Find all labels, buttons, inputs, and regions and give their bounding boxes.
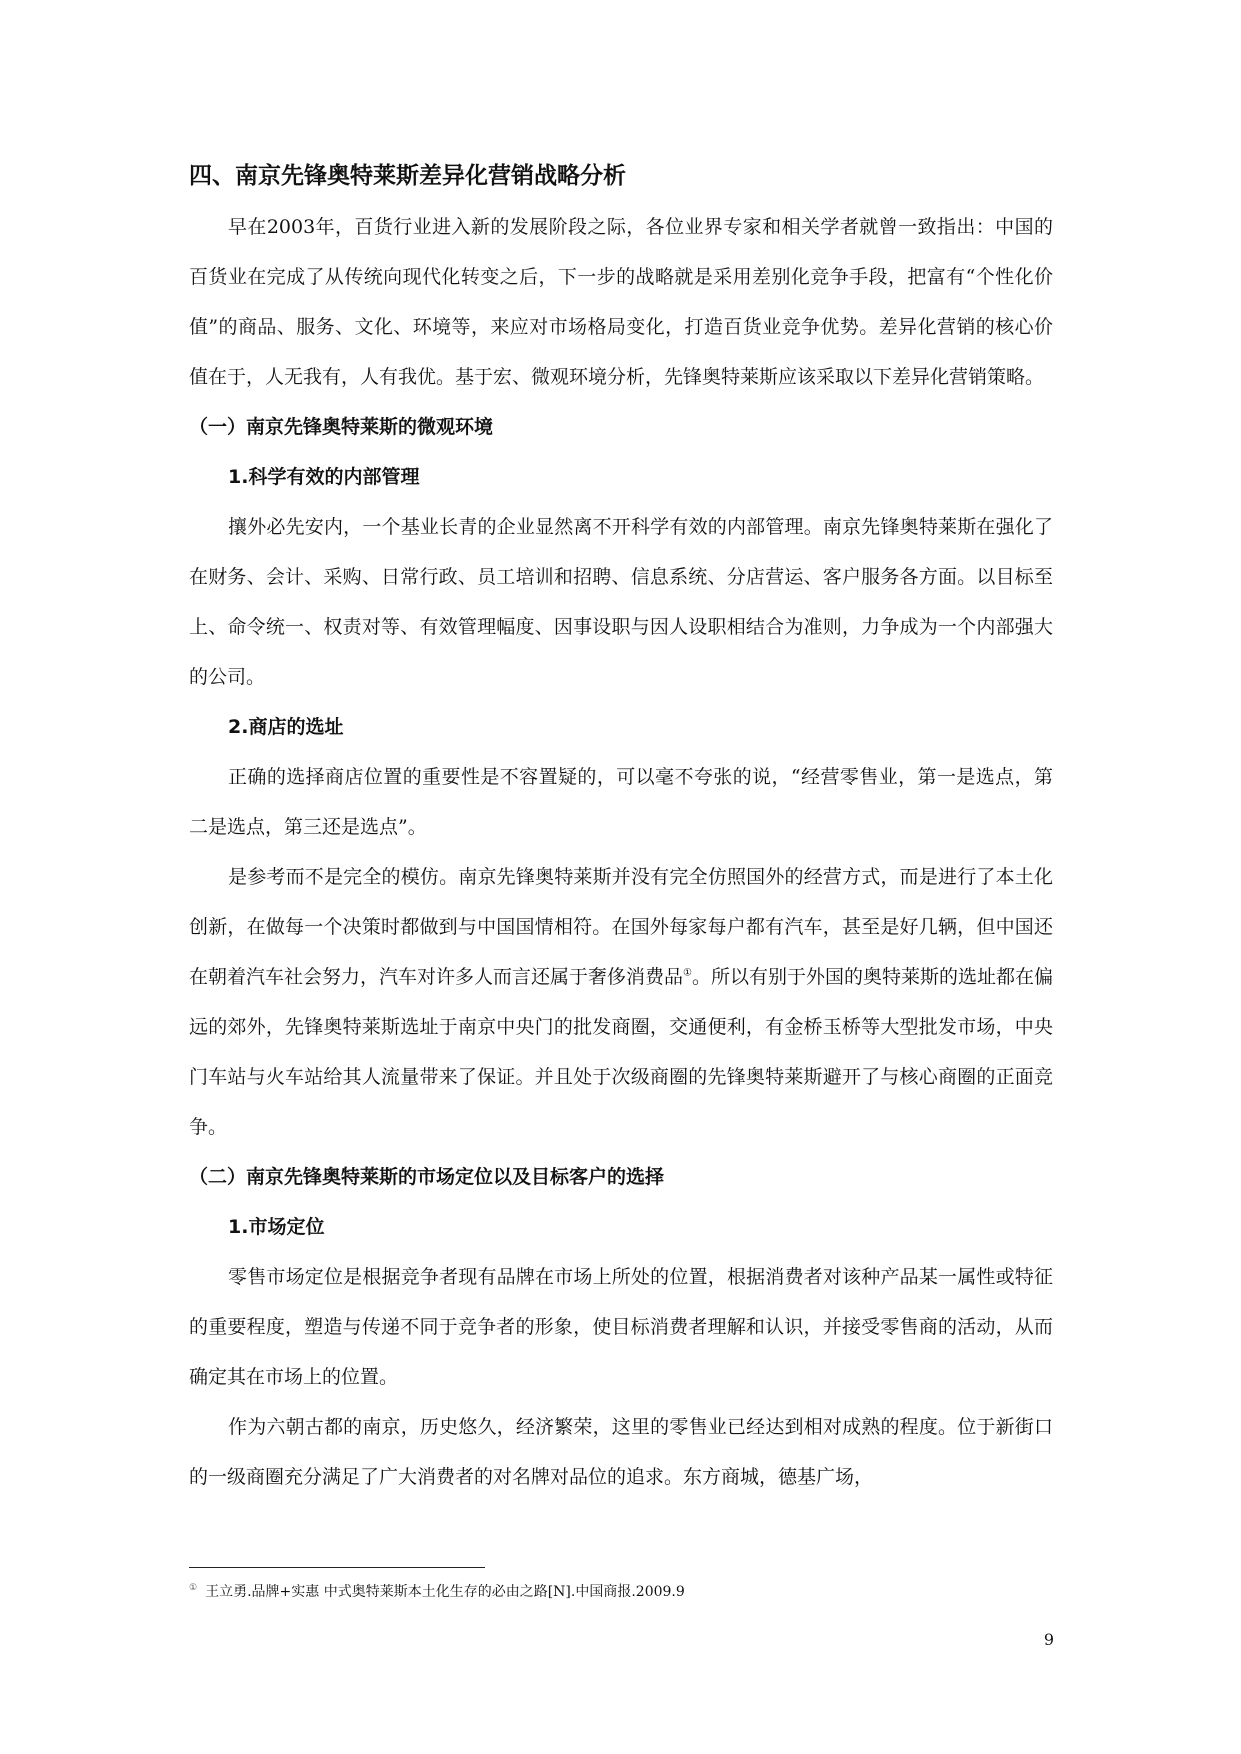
footnote-text: 王立勇.品牌+实惠 中式奥特莱斯本土化生存的必由之路[N].中国商报.2009.9 xyxy=(205,1584,685,1600)
subsection-2-item-1-title: 1.市场定位 xyxy=(228,1216,325,1238)
section-title: 四、南京先锋奥特莱斯差异化营销战略分析 xyxy=(189,163,626,189)
internal-management-paragraph: 攘外必先安内，一个基业长青的企业显然离不开科学有效的内部管理。南京先锋奥特莱斯在强化了在财务、会计、采购、日常行政、员工培训和招聘、信息系统、分店营运、客户服务各方面。以目标至上、命令统一、权责对等、有效管理幅度、因事设职与因人设职相结合为准则，力争成为一个内部强大的公司。 xyxy=(189,516,1053,688)
paragraph-text-before-note: 是参考而不是完全的模仿。南京先锋奥特莱斯并没有完全仿照国外的经营方式，而是进行了本土化创新，在做每一个决策时都做到与中国国情相符。在国外每家每户都有汽车，甚至是好几辆，但中国还在朝着汽车社会努力，汽车对许多人而言还属于奢侈消费品 xyxy=(189,866,1053,988)
footnote xyxy=(189,1581,1053,1603)
intro-paragraph: 早在2003年，百货行业进入新的发展阶段之际，各位业界专家和相关学者就曾一致指出：中国的百货业在完成了从传统向现代化转变之后，下一步的战略就是采用差别化竞争手段，把富有“个性化价值”的商品、服务、文化、环境等，来应对市场格局变化，打造百货业竞争优势。差异化营销的核心价值在于，人无我有，人有我优。基于宏、微观环境分析，先锋奥特莱斯应该采取以下差异化营销策略。 xyxy=(189,216,1053,388)
market-positioning-paragraph-1: 零售市场定位是根据竞争者现有品牌在市场上所处的位置，根据消费者对该种产品某一属性或特征的重要程度，塑造与传递不同于竞争者的形象，使目标消费者理解和认识，并接受零售商的活动，从而确定其在市场上的位置。 xyxy=(189,1266,1053,1388)
store-location-paragraph-1: 正确的选择商店位置的重要性是不容置疑的，可以毫不夸张的说，“经营零售业，第一是选点，第二是选点，第三还是选点”。 xyxy=(189,766,1053,838)
subsection-2-title: （二）南京先锋奥特莱斯的市场定位以及目标客户的选择 xyxy=(189,1166,665,1188)
paragraph-text-after-note: 。所以有别于外国的奥特莱斯的选址都在偏远的郊外，先锋奥特莱斯选址于南京中央门的批发商圈，交通便利，有金桥玉桥等大型批发市场，中央门车站与火车站给其人流量带来了保证。并且处于次级商圈的先锋奥特莱斯避开了与核心商圈的正面竞争。 xyxy=(189,966,1053,1138)
subsection-1-item-1-title: 1.科学有效的内部管理 xyxy=(228,466,420,488)
footnote-reference[interactable]: ① xyxy=(683,967,692,979)
footnote-separator xyxy=(189,1567,485,1568)
page-number: 9 xyxy=(1043,1630,1054,1649)
subsection-1-title: （一）南京先锋奥特莱斯的微观环境 xyxy=(189,416,494,438)
page-body xyxy=(189,150,1053,1502)
footnote-marker: ① xyxy=(189,1583,198,1594)
subsection-1-item-2-title: 2.商店的选址 xyxy=(228,716,344,738)
store-location-paragraph-2 xyxy=(189,852,1053,1152)
market-positioning-paragraph-2: 作为六朝古都的南京，历史悠久，经济繁荣，这里的零售业已经达到相对成熟的程度。位于新街口的一级商圈充分满足了广大消费者的对名牌对品位的追求。东方商城，德基广场， xyxy=(189,1416,1053,1488)
